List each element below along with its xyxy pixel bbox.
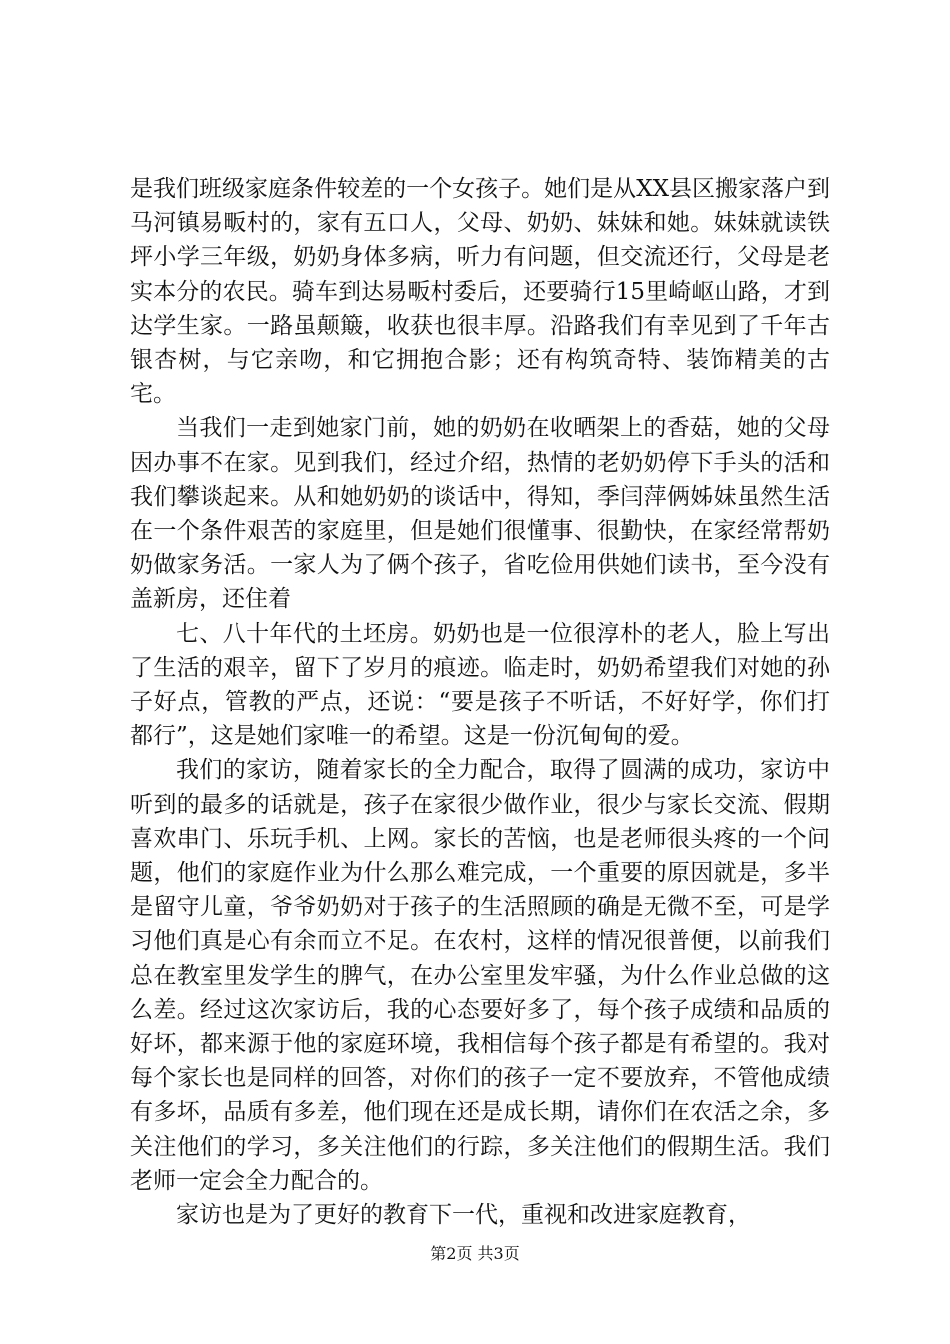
paragraph-1: 是我们班级家庭条件较差的一个女孩子。她们是从XX县区搬家落户到马河镇易畈村的，家有五口人，父母、奶奶、妹妹和她。妹妹就读铁坪小学三年级，奶奶身体多病，听力有问题，但交流还行，父母是老实本分的农民。骑车到达易畈村委后，还要骑行15里崎岖山路，才到达学生家。一路虽颠簸，收获也很丰厚。沿路我们有幸见到了千年古银杏树，与它亲吻，和它拥抱合影；还有构筑奇特、装饰精美的古宅。 (130, 176, 830, 408)
paragraph-5: 家访也是为了更好的教育下一代，重视和改进家庭教育， (176, 1202, 751, 1229)
paragraph-3: 七、八十年代的土坯房。奶奶也是一位很淳朴的老人，脸上写出了生活的艰辛，留下了岁月的痕迹。临走时，奶奶希望我们对她的孙子好点，管教的严点，还说：“要是孩子不听话，不好好学，你们打都行”，这是她们家唯一的希望。这是一份沉甸甸的爱。 (130, 620, 830, 750)
document-body (130, 172, 830, 1232)
paragraph-4: 我们的家访，随着家长的全力配合，取得了圆满的成功，家访中听到的最多的话就是，孩子在家很少做作业，很少与家长交流、假期喜欢串门、乐玩手机、上网。家长的苦恼，也是老师很头疼的一个问题，他们的家庭作业为什么那么难完成，一个重要的原因就是，多半是留守儿童，爷爷奶奶对于孩子的生活照顾的确是无微不至，可是学习他们真是心有余而立不足。在农村，这样的情况很普便，以前我们总在教室里发学生的脾气，在办公室里发牢骚，为什么作业总做的这么差。经过这次家访后，我的心态要好多了，每个孩子成绩和品质的好坏，都来源于他的家庭环境，我相信每个孩子都是有希望的。我对每个家长也是同样的回答，对你们的孩子一定不要放弃，不管他成绩有多坏，品质有多差，他们现在还是成长期，请你们在农活之余，多关注他们的学习，多关注他们的行踪，多关注他们的假期生活。我们老师一定会全力配合的。 (130, 757, 830, 1194)
paragraph-2: 当我们一走到她家门前，她的奶奶在收晒架上的香菇，她的父母因办事不在家。见到我们，经过介绍，热情的老奶奶停下手头的活和我们攀谈起来。从和她奶奶的谈话中，得知，季闫萍俩姊妹虽然生活在一个条件艰苦的家庭里，但是她们很懂事、很勤快，在家经常帮奶奶做家务活。一家人为了俩个孩子，省吃俭用供她们读书，至今没有盖新房，还住着 (130, 415, 830, 613)
page-number-footer: 第2页 共3页 (430, 1244, 520, 1263)
